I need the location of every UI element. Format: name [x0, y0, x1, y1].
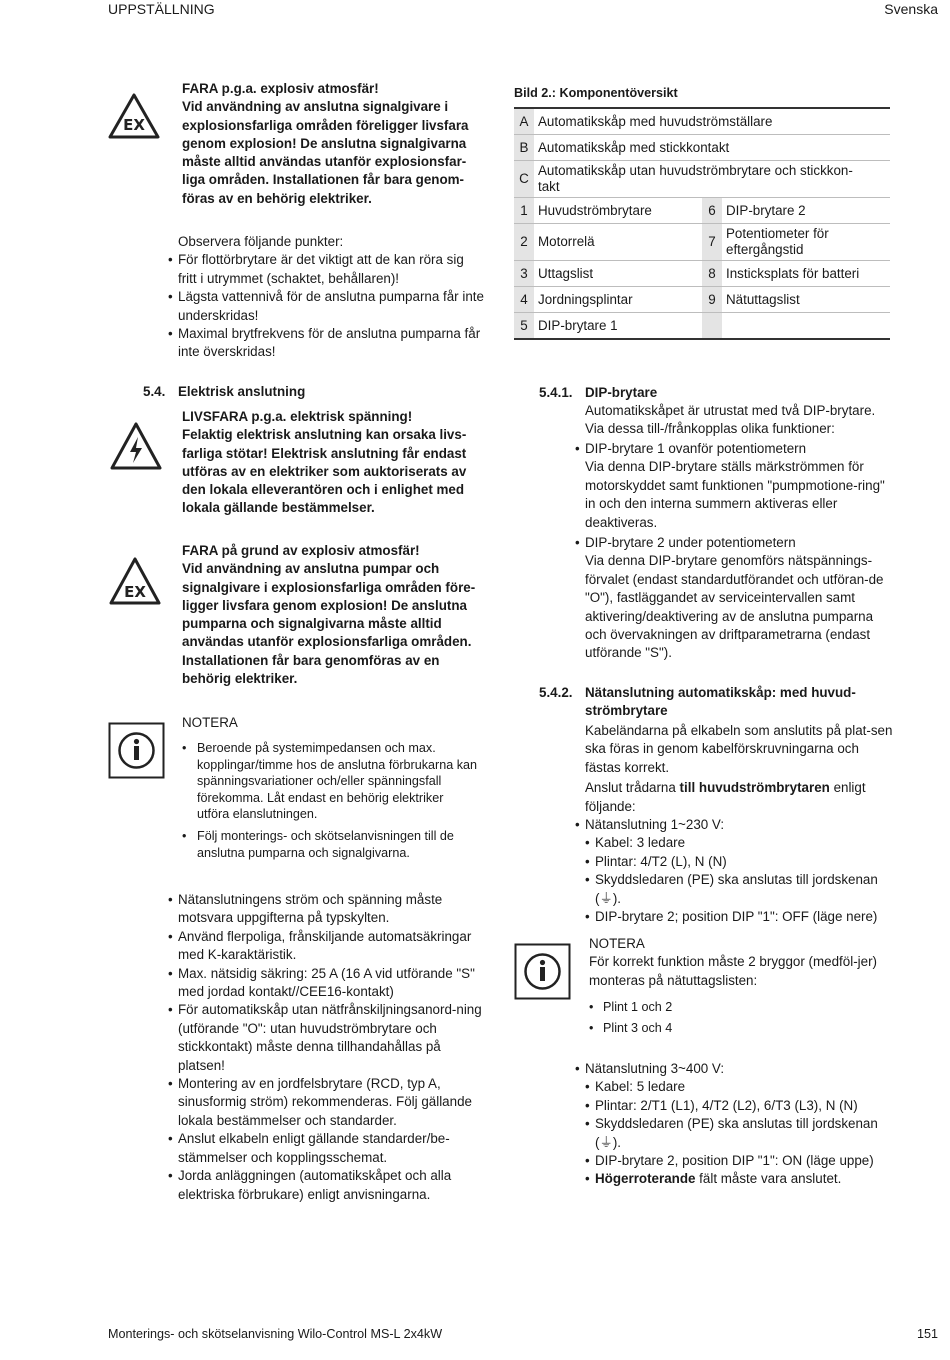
warning-explosive-atmosphere-2 [182, 542, 492, 688]
table-value: Uttagslist [534, 261, 702, 287]
table-value: Potentiometer för eftergångstid [722, 224, 890, 261]
warning-line: FARA på grund av explosiv atmosfär! [182, 543, 420, 558]
list-item: • Lägsta vattennivå för de anslutna pumparna får inte underskridas! [168, 288, 486, 325]
paragraph [585, 779, 897, 816]
list-item: • DIP-brytare 2, position DIP "1": ON (läge uppe) [585, 1152, 895, 1170]
table-key: 2 [514, 224, 534, 261]
text: fält måste vara anslutet. [695, 1171, 842, 1187]
warning-electrical [182, 408, 492, 518]
text-bold: till huvudströmbrytaren [679, 780, 830, 796]
table-value: Insticksplats för batteri [722, 261, 890, 287]
dip-item-body: Via denna DIP-brytare genomförs nätspännings-förvalet (endast standardutförandet och utföran-de "O"), fastläggandet av serviceintervallen samt aktivering/deaktivering av de anslutna pumparna och övervakningen av driftparametrarna (endast utförande "S"). [585, 553, 884, 661]
section-5-4-1-title: DIP-brytare [585, 385, 658, 400]
figure-title: : Komponentöversikt [551, 86, 678, 100]
list-item: • DIP-brytare 2; position DIP "1": OFF (läge nere) [585, 908, 895, 926]
warning-line: signalgivare i explosionsfarliga områden före- [182, 579, 476, 595]
list-item [575, 534, 895, 663]
section-5-4-2-title [585, 684, 856, 721]
warning-line: genom explosion! De anslutna signalgivarna [182, 135, 467, 151]
note-text: För korrekt funktion måste 2 bryggor (medföl-jer) monteras på nätuttagslisten: [589, 954, 877, 988]
warning-line: lokala gällande bestämmelser. [182, 500, 375, 516]
warning-line: FARA p.g.a. explosiv atmosfär! [182, 81, 379, 96]
electrical-hazard-icon [109, 421, 163, 471]
table-row [514, 108, 890, 135]
warning-line: LIVSFARA p.g.a. elektrisk spänning! [182, 409, 413, 424]
warning-line: Vid användning av anslutna signalgivare i [182, 99, 449, 115]
table-value: Huvudströmbrytare [534, 198, 702, 224]
list-item: • Kabel: 5 ledare [585, 1078, 895, 1096]
list-item: • För flottörbrytare är det viktigt att de kan röra sig fritt i utrymmet (schaktet, behållaren)! [168, 251, 486, 288]
list-item [575, 440, 895, 532]
table-row [514, 313, 890, 340]
title-line: strömbrytare [585, 703, 668, 719]
section-5-4-2-body [585, 722, 897, 816]
list-item [585, 1170, 895, 1188]
electrical-requirements-list [168, 891, 488, 1204]
table-value: Automatikskåp utan huvudströmbrytare och stickkon-takt [534, 161, 890, 198]
warning-line: utföras av en elektriker som auktoriserats av [182, 463, 467, 479]
table-row [514, 287, 890, 313]
warning-line: farliga stötar! Elektrisk anslutning får endast [182, 445, 467, 461]
list-head: • Nätanslutning 1~230 V: [585, 817, 725, 832]
table-value: Motorrelä [534, 224, 702, 261]
svg-text:EX: EX [124, 583, 146, 601]
warning-line: liga områden. Installationen får bara genom- [182, 172, 465, 188]
table-row [514, 161, 890, 198]
warning-line: pumparna och signalgivarna måste alltid [182, 616, 442, 632]
list-item: • Använd flerpoliga, frånskiljande automatsäkringar med K-karaktäristik. [168, 928, 488, 965]
table-key: 1 [514, 198, 534, 224]
table-row [514, 261, 890, 287]
warning-line: den lokala elleverantören och i enlighet med [182, 482, 465, 498]
table-key: C [514, 161, 534, 198]
table-key: 9 [702, 287, 722, 313]
list-item: • Kabel: 3 ledare [585, 834, 895, 852]
list-item: • Beroende på systemimpedansen och max. kopplingar/timme hos de anslutna förbrukarna kan spänningsvariationer och/eller spänningsfall förekomma. Låt endast en behörig elektriker utföra elanslutningen. [182, 740, 478, 823]
section-5-4-number: 5.4. [143, 384, 166, 399]
warning-line: explosionsfarliga områden föreligger livsfara [182, 117, 469, 133]
table-value [722, 313, 890, 340]
table-key: A [514, 108, 534, 135]
dip-list [575, 440, 895, 663]
warning-line: behörig elektriker. [182, 671, 298, 687]
text: enligt följande: [585, 780, 866, 814]
info-icon [514, 943, 571, 1000]
component-table [514, 107, 890, 340]
info-icon [108, 722, 165, 779]
figure-caption [514, 84, 678, 102]
title-line: Nätanslutning automatikskåp: med huvud- [585, 685, 856, 700]
page-number: 151 [916, 1327, 938, 1341]
table-row [514, 198, 890, 224]
paragraph: Kabeländarna på elkabeln som anslutits på plat-sen ska föras in genom kabelförskruvningarna och fästas korrekt. [585, 723, 893, 775]
explosion-warning-icon [108, 556, 162, 606]
warning-line: Vid användning av anslutna pumpar och [182, 561, 440, 577]
table-key: B [514, 135, 534, 161]
svg-text:EX: EX [123, 116, 145, 134]
warning-line: ligger livsfara genom explosion! De anslutna [182, 597, 467, 613]
table-key: 5 [514, 313, 534, 340]
note-list [182, 740, 478, 861]
sub-list [585, 834, 895, 926]
header-section-label: UPPSTÄLLNING [108, 1, 215, 17]
observe-intro: Observera följande punkter: [178, 234, 344, 249]
section-5-4-2-number: 5.4.2. [539, 685, 573, 700]
dip-item-head: • DIP-brytare 1 ovanför potentiometern [585, 441, 807, 456]
text: Anslut trådarna [585, 780, 680, 796]
list-item [575, 1060, 895, 1189]
note-title: NOTERA [182, 715, 238, 730]
section-5-4-title: Elektrisk anslutning [178, 384, 306, 399]
table-value: DIP-brytare 1 [534, 313, 702, 340]
list-item: • Max. nätsidig säkring: 25 A (16 A vid utförande "S" med jordad kontakt//CEE16-kontakt) [168, 965, 488, 1002]
table-value: Automatikskåp med huvudströmställare [534, 108, 890, 135]
list-item: • Plint 1 och 2 [589, 999, 889, 1016]
list-item: • Plintar: 4/T2 (L), N (N) [585, 853, 895, 871]
table-row [514, 224, 890, 261]
table-value: DIP-brytare 2 [722, 198, 890, 224]
warning-line: användas utanför explosionsfarliga områden. [182, 634, 472, 650]
list-item: • Skyddsledaren (PE) ska anslutas till jordskenan (⏚). [585, 1115, 895, 1152]
list-item: • För automatikskåp utan nätfrånskiljningsanord-ning (utförande "O": utan huvudströmbrytare och stickkontakt) måste denna tillhandahållas på platsen! [168, 1001, 488, 1075]
dip-item-head: • DIP-brytare 2 under potentiometern [585, 535, 796, 551]
sub-list [585, 1078, 895, 1188]
mains-230-list [575, 816, 895, 926]
table-value: Jordningsplintar [534, 287, 702, 313]
text-bold: Högerroterande [595, 1171, 696, 1187]
dip-intro: Automatikskåpet är utrustat med två DIP-brytare. Via dessa till-/frånkopplas olika funktioner: [585, 403, 876, 437]
explosion-warning-icon [108, 92, 160, 140]
observe-block [168, 233, 486, 362]
warning-line: måste alltid användas utanför explosionsfar- [182, 154, 467, 170]
warning-explosive-atmosphere-1 [182, 80, 492, 208]
warning-line: föras av en behörig elektriker. [182, 190, 372, 206]
list-item: • Nätanslutningens ström och spänning måste motsvara uppgifterna på typskylten. [168, 891, 488, 928]
list-item: • Plint 3 och 4 [589, 1020, 889, 1037]
list-item: • Maximal brytfrekvens för de anslutna pumparna får inte överskridas! [168, 325, 486, 362]
list-head: • Nätanslutning 3~400 V: [585, 1061, 725, 1076]
list-item: • Följ monterings- och skötselanvisningen till de anslutna pumparna och signalgivarna. [182, 828, 478, 861]
table-key: 3 [514, 261, 534, 287]
note-2 [589, 935, 889, 1036]
table-key: 8 [702, 261, 722, 287]
list-item: • Anslut elkabeln enligt gällande standarder/be-stämmelser och kopplingsschemat. [168, 1130, 488, 1167]
section-5-4-1-number: 5.4.1. [539, 385, 573, 400]
note-title: NOTERA [589, 936, 645, 951]
table-value: Automatikskåp med stickkontakt [534, 135, 890, 161]
list-item [575, 816, 895, 926]
warning-line: Felaktig elektrisk anslutning kan orsaka livs- [182, 427, 467, 443]
footer-title: Monterings- och skötselanvisning Wilo-Control MS-L 2x4kW [108, 1327, 443, 1341]
list-item: • Jorda anläggningen (automatikskåpet och alla elektriska förbrukare) enligt anvisningarna. [168, 1167, 488, 1204]
table-key: 6 [702, 198, 722, 224]
table-key: 4 [514, 287, 534, 313]
observe-list [168, 251, 486, 361]
dip-item-body: Via denna DIP-brytare ställs märkströmmen för motorskyddet samt funktionen "pumpmotione-ring" in och den interna summern aktiveras eller deaktiveras. [585, 459, 885, 530]
warning-line: Installationen får bara genomföras av en [182, 652, 440, 668]
header-language: Svenska [884, 1, 938, 17]
note-list [589, 999, 889, 1036]
list-item: • Plintar: 2/T1 (L1), 4/T2 (L2), 6/T3 (L3), N (N) [585, 1097, 895, 1115]
list-item: • Skyddsledaren (PE) ska anslutas till jordskenan (⏚). [585, 871, 895, 908]
mains-400-list [575, 1060, 895, 1189]
table-key: 7 [702, 224, 722, 261]
list-item: • Montering av en jordfelsbrytare (RCD, typ A, sinusformig ström) rekommenderas. Följ gällande lokala bestämmelser och standarder. [168, 1075, 488, 1130]
table-row [514, 135, 890, 161]
table-value: Nätuttagslist [722, 287, 890, 313]
table-key [702, 313, 722, 340]
figure-number: Bild 2. [514, 86, 552, 100]
